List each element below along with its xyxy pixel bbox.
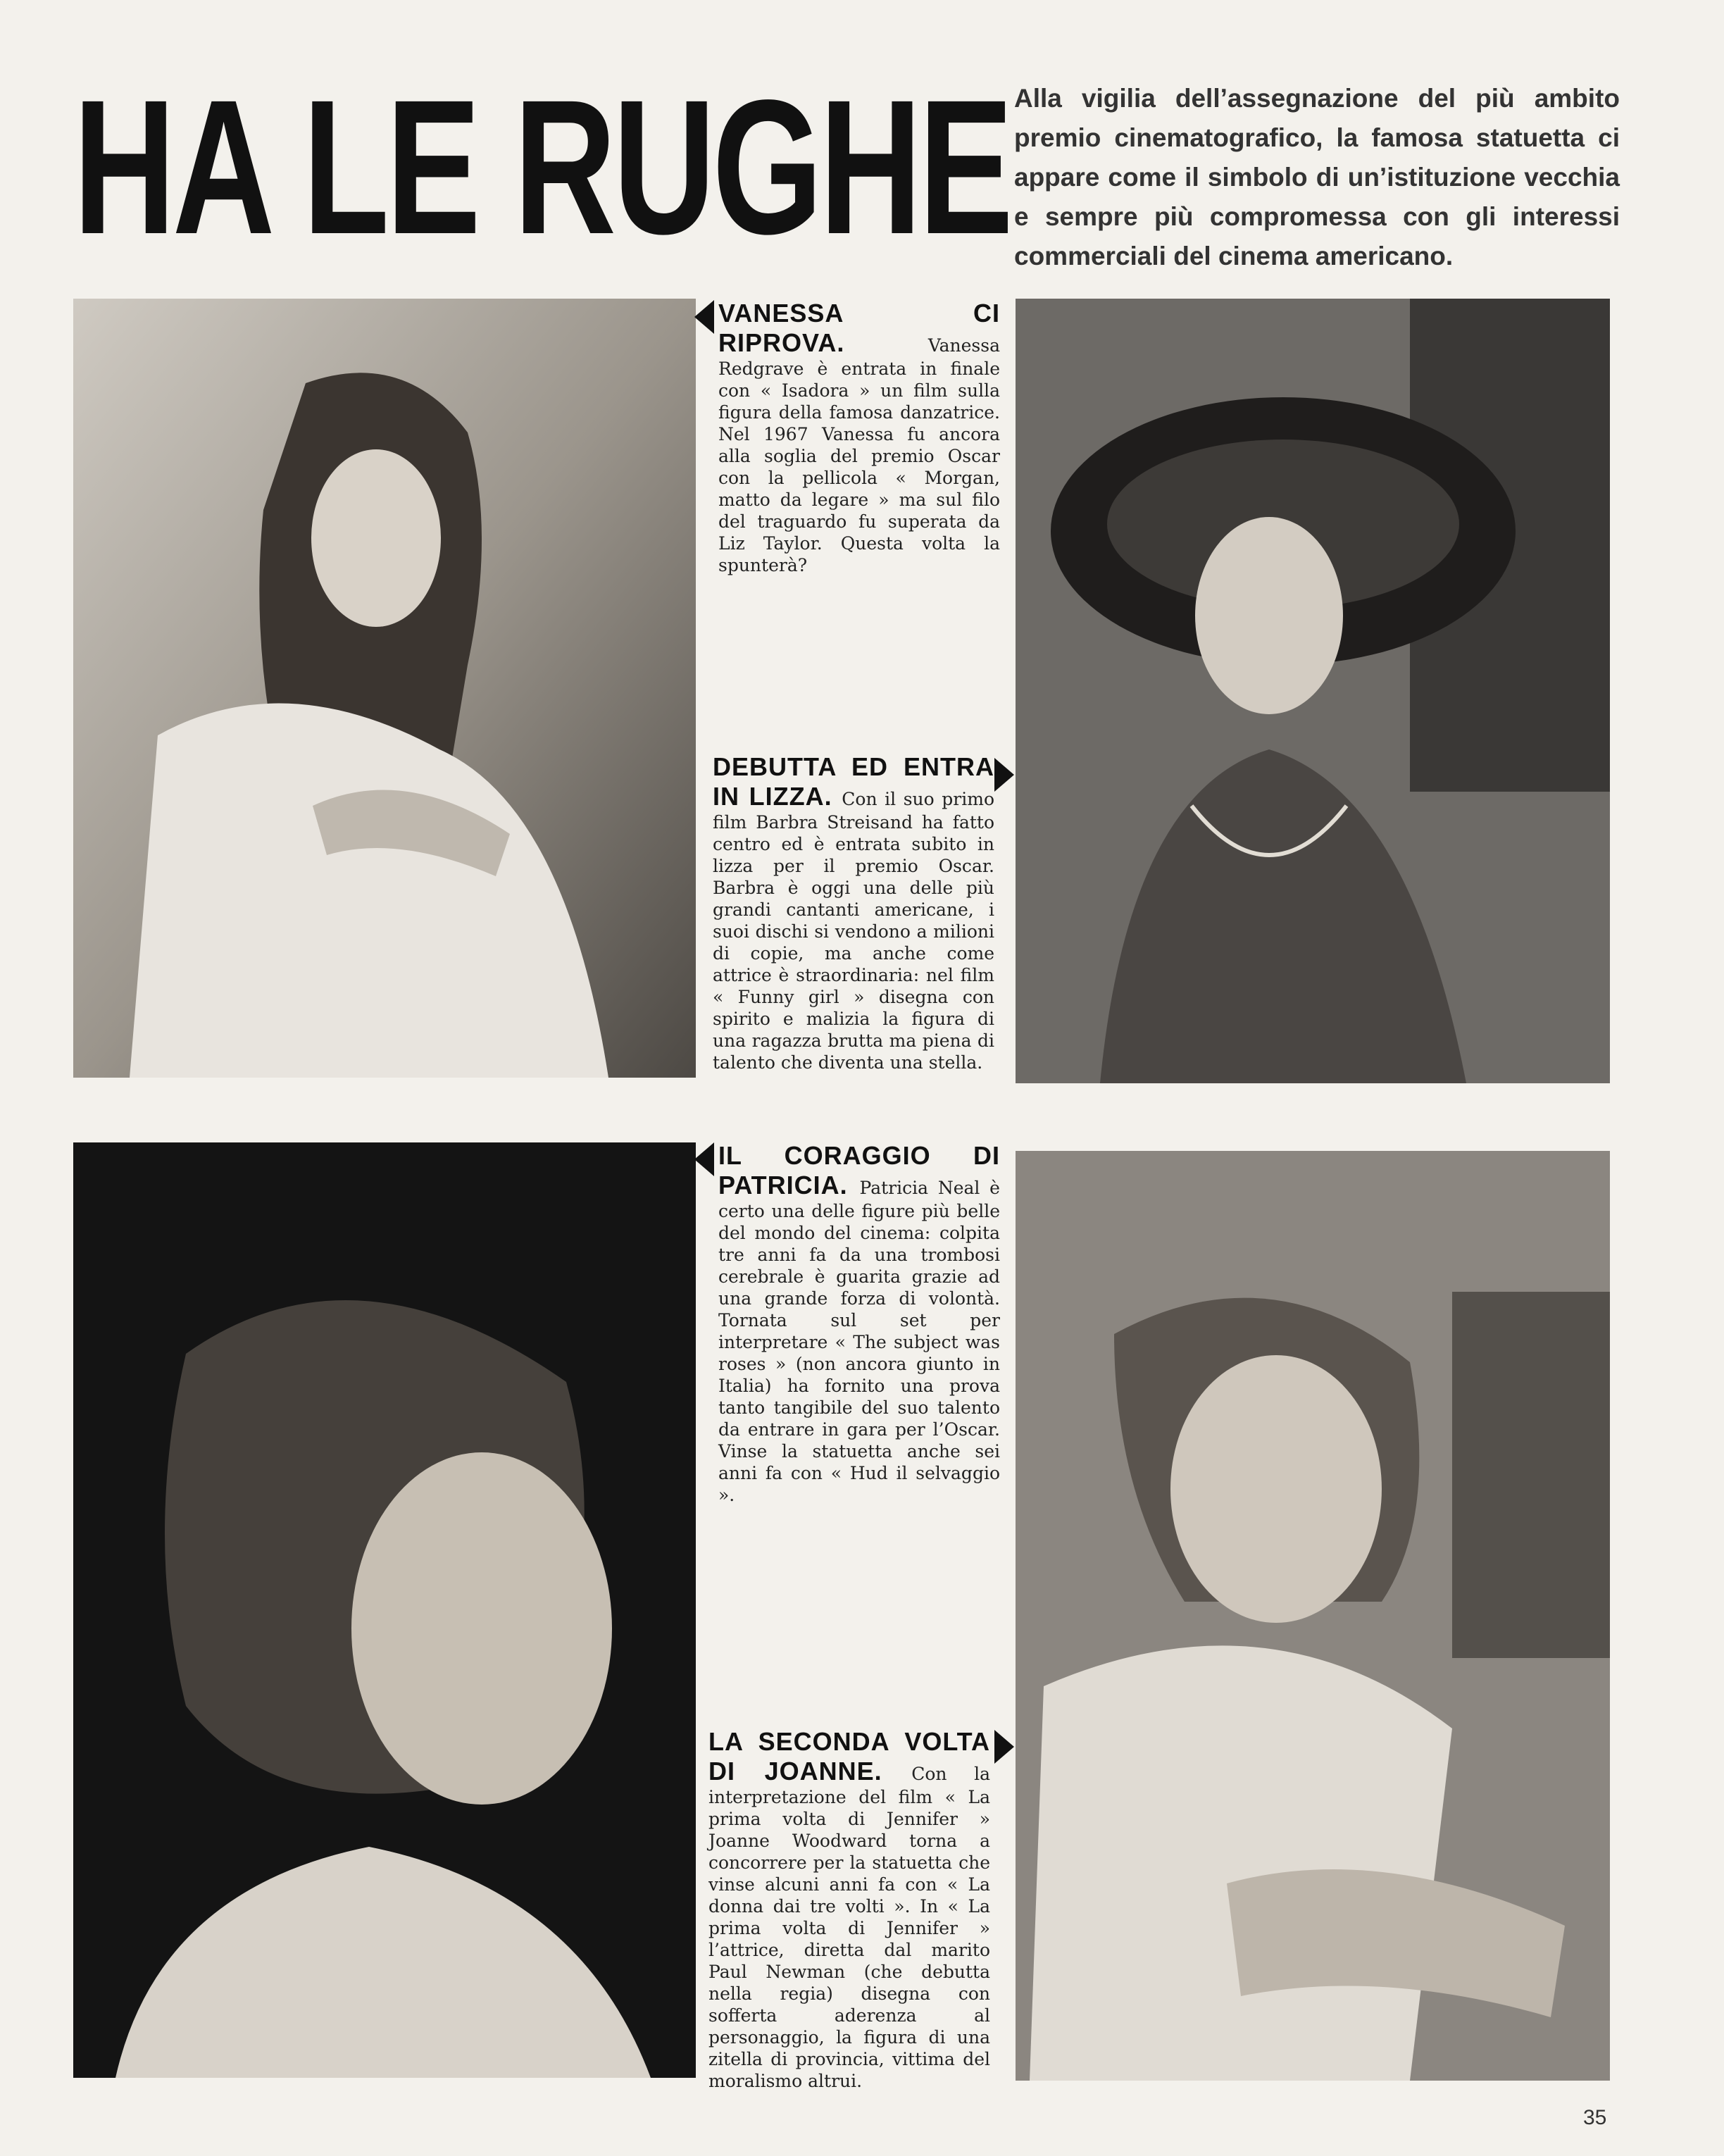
caption-arrow-left-icon	[694, 300, 714, 334]
caption-body: Con il suo primo film Barbra Streisand ha fatto centro ed è entrata subito in lizza per il premio Oscar. Barbra è oggi una delle più grandi cantanti americane, i suoi dischi si vendono a milioni di copie, ma anche come attrice è straordinaria: nel film « Funny girl » disegna con spirito e malizia la figura di una ragazza brutta ma piena di talento che diventa una stella.	[713, 789, 994, 1073]
caption-body: Con la interpretazione del film « La prima volta di Jennifer » Joanne Woodward torna a concorrere per la statuetta che vinse alcuni anni fa con « La donna dai tre volti ». In « La prima volta di Jennifer » l’attrice, diretta dal marito Paul Newman (che debutta nella regia) disegna con sofferta aderenza al personaggio, la figura di una zitella di provincia, vittima del moralismo altrui.	[708, 1764, 990, 2091]
caption-heading: LA SECONDA VOLTA DI JOANNE.	[708, 1727, 990, 1786]
caption-body: Patricia Neal è certo una delle figure più belle del mondo del cinema: colpita tre anni fa da una trombosi cerebrale è guarita grazie ad una grande forza di volontà. Tornata sul set per interpretare « The subject was roses » (non ancora giunto in Italia) ha fornito una prova tanto tangibile del suo talento da entrare in gara per l’Oscar. Vinse la statuetta anche sei anni fa con « Hud il selvaggio ».	[718, 1178, 1000, 1505]
caption-body: Vanessa Redgrave è entrata in finale con « Isadora » un film sulla figura della famosa danzatrice. Nel 1967 Vanessa fu ancora alla soglia del premio Oscar con la pellicola « Morgan, matto da legare » ma sul filo del traguardo fu superata da Liz Taylor. Questa volta la spunterà?	[718, 335, 1000, 575]
caption-joanne	[708, 1727, 990, 2092]
caption-barbra	[713, 752, 994, 1073]
caption-heading: IL CORAGGIO DI PATRICIA.	[718, 1141, 1000, 1199]
caption-vanessa	[718, 299, 1000, 576]
deck-intro: Alla vigilia dell’assegnazione del più ambito premio cinematografico, la famosa statuetta ci appare come il simbolo di un’istituzione vecchia e sempre più compromessa con gli interessi commerciali del cinema americano.	[1014, 84, 1620, 270]
photo-barbra-streisand	[1016, 299, 1610, 1083]
page-number: 35	[1583, 2106, 1607, 2129]
caption-arrow-right-icon	[994, 1730, 1014, 1764]
photo-vanessa-redgrave	[73, 299, 696, 1078]
caption-heading: DEBUTTA ED ENTRA IN LIZZA.	[713, 752, 994, 811]
photo-joanne-woodward	[1016, 1151, 1610, 2081]
caption-arrow-left-icon	[694, 1142, 714, 1176]
caption-patricia	[718, 1141, 1000, 1506]
caption-heading: VANESSA CI RIPROVA.	[718, 299, 1000, 357]
headline: HA LE RUGHE	[73, 60, 1011, 274]
photo-patricia-neal	[73, 1142, 696, 2078]
caption-arrow-right-icon	[994, 758, 1014, 792]
